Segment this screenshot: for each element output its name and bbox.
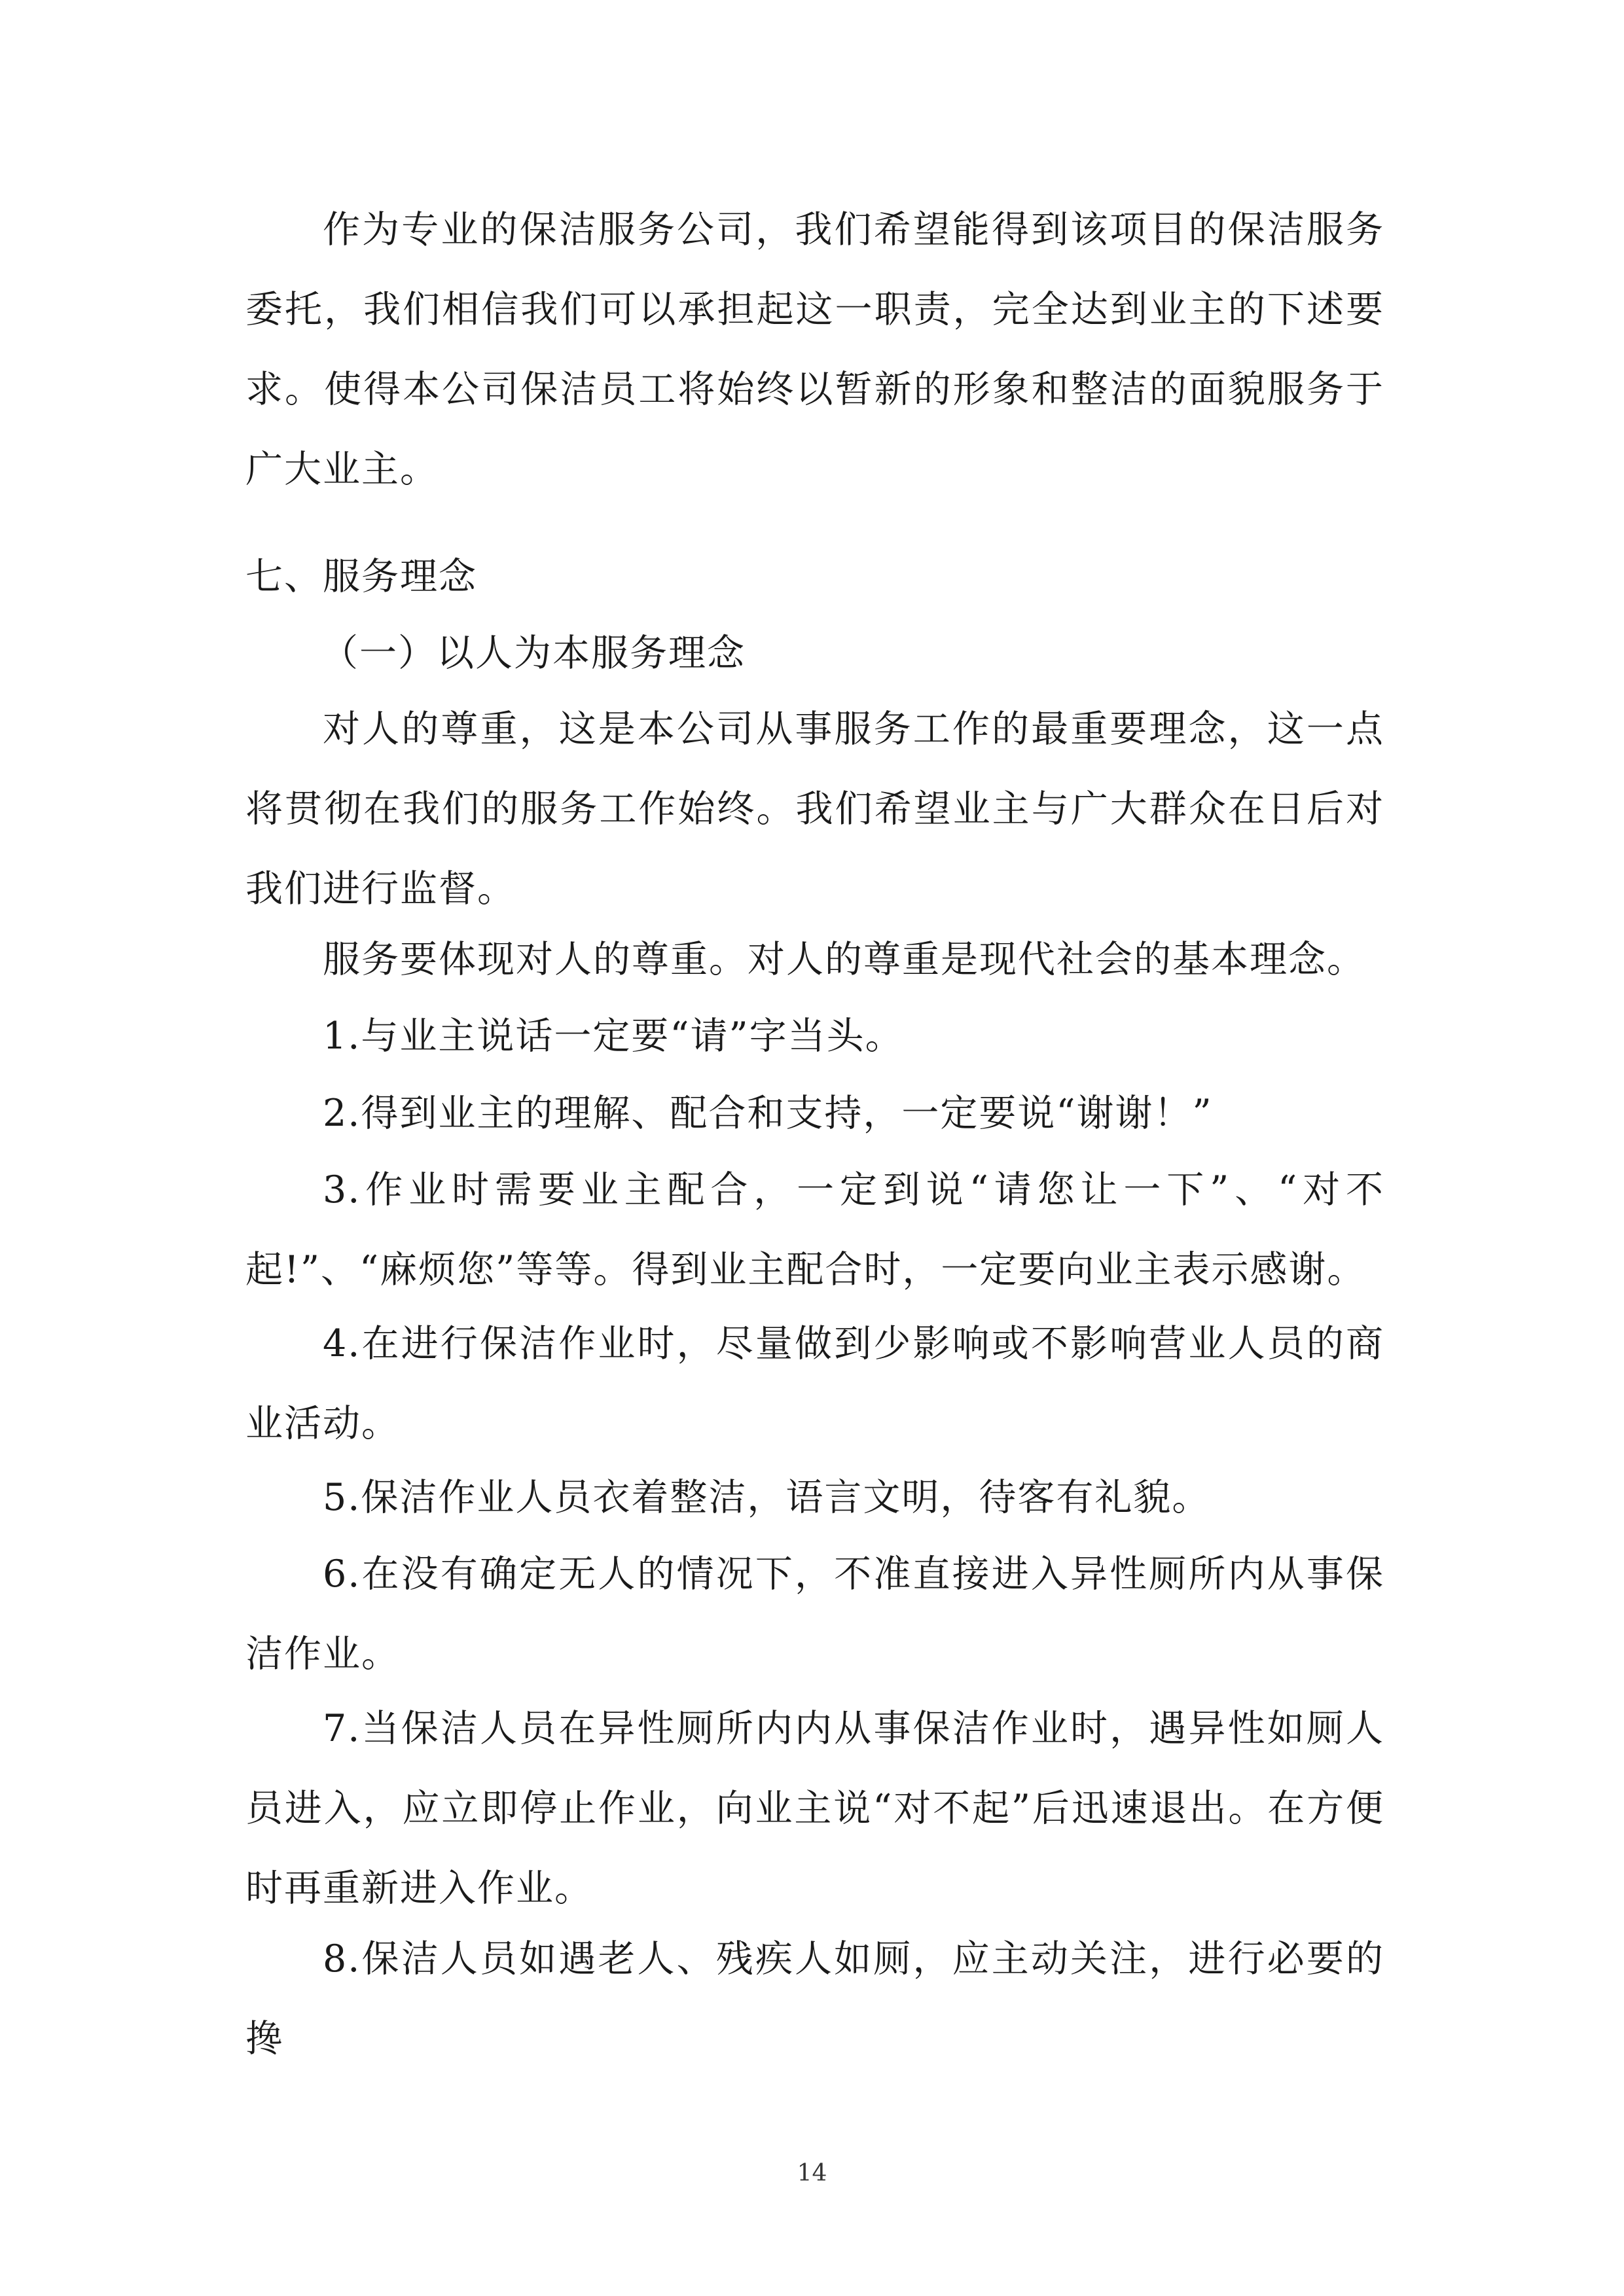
subsection-title: （一）以人为本服务理念 <box>321 632 746 675</box>
list-item-2: 2.得到业主的理解、配合和支持，一定要说“谢谢！” <box>323 1092 1213 1135</box>
list-item-6: 6.在没有确定无人的情况下，不准直接进入异性厕所内从事保洁作业。 <box>245 1552 1384 1676</box>
page-number: 14 <box>797 2160 827 2187</box>
section-title: 七、服务理念 <box>245 555 477 598</box>
list-item-1: 1.与业主说话一定要“请”字当头。 <box>323 1014 904 1058</box>
list-item-8: 8.保洁人员如遇老人、残疾人如厕，应主动关注，进行必要的搀 <box>245 1937 1384 2060</box>
list-item-3: 3.作业时需要业主配合，一定到说“请您让一下”、“对不起!”、“麻烦您”等等。得到业主配合时，一定要向业主表示感谢。 <box>245 1168 1384 1291</box>
list-item-4: 4.在进行保洁作业时，尽量做到少影响或不影响营业人员的商业活动。 <box>245 1322 1384 1445</box>
respect-paragraph: 对人的尊重，这是本公司从事服务工作的最重要理念，这一点将贯彻在我们的服务工作始终。我们希望业主与广大群众在日后对我们进行监督。 <box>245 708 1384 910</box>
list-item-7: 7.当保洁人员在异性厕所内内从事保洁作业时，遇异性如厕人员进入，应立即停止作业，向业主说“对不起”后迅速退出。在方便时再重新进入作业。 <box>245 1707 1384 1910</box>
intro-paragraph: 作为专业的保洁服务公司，我们希望能得到该项目的保洁服务委托，我们相信我们可以承担起这一职责，完全达到业主的下述要求。使得本公司保洁员工将始终以暂新的形象和整洁的面貌服务于广大业主。 <box>245 208 1384 491</box>
respect-summary-paragraph: 服务要体现对人的尊重。对人的尊重是现代社会的基本理念。 <box>323 938 1365 981</box>
list-item-5: 5.保洁作业人员衣着整洁，语言文明，待客有礼貌。 <box>323 1476 1211 1519</box>
